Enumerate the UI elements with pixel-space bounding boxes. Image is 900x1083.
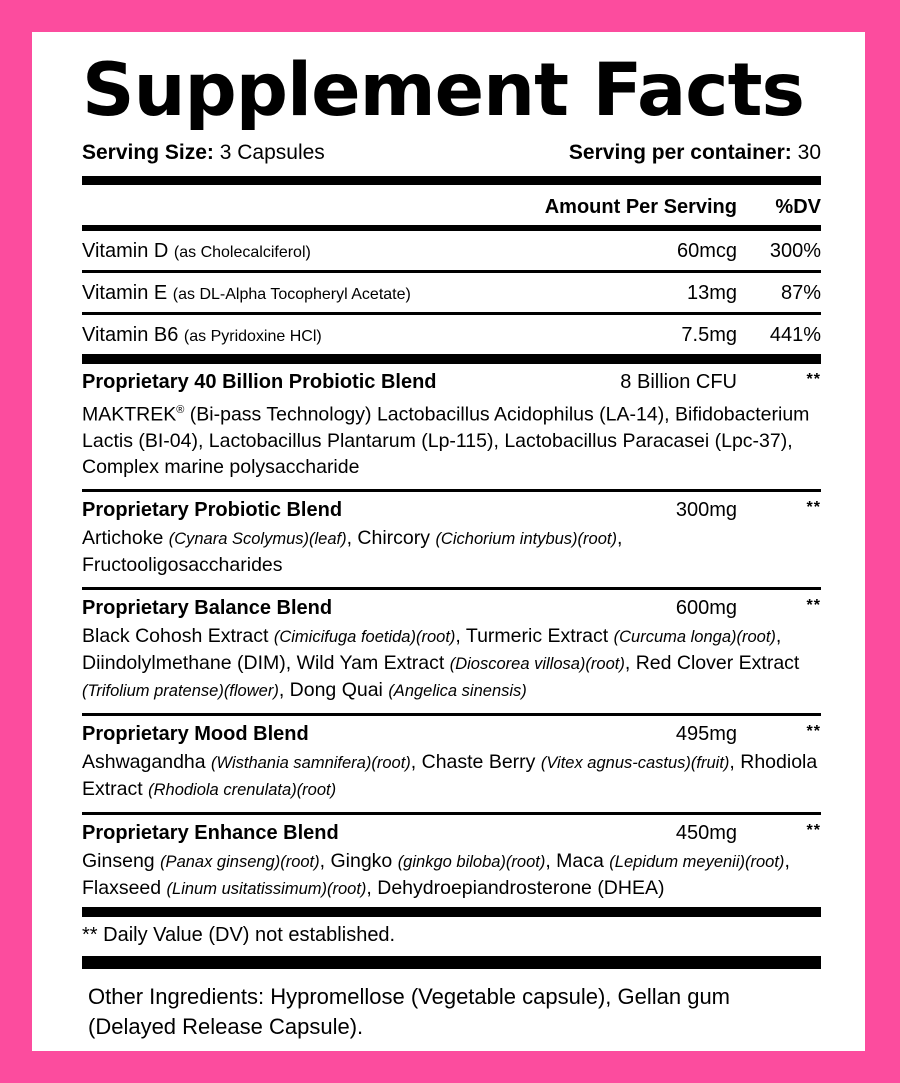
divider-thick-after-blends bbox=[82, 907, 821, 917]
blend-amount: 300mg bbox=[675, 498, 737, 521]
blend-name: Proprietary Probiotic Blend bbox=[82, 498, 343, 521]
ingredient-name: Vitamin E (as DL-Alpha Tocopheryl Acetate) bbox=[82, 282, 411, 304]
serving-size-value: 3 Capsules bbox=[219, 141, 325, 164]
blend-ingredients: Black Cohosh Extract (Cimicifuga foetida)(root), Turmeric Extract (Curcuma longa)(root), Diindolylmethane (DIM), Wild Yam Extract (Dioscorea villosa)(root), Red Clover Extract (Trifolium pratense)(flower), Dong Quai (Angelica sinensis) bbox=[82, 624, 800, 701]
divider-thick-bottom bbox=[82, 956, 821, 969]
amount-per-serving-header: Amount Per Serving bbox=[544, 196, 737, 218]
blend-dv: ** bbox=[806, 722, 821, 740]
blend-section-probiotic bbox=[82, 492, 821, 590]
blend-ingredients: Ginseng (Panax ginseng)(root), Gingko (ginkgo biloba)(root), Maca (Lepidum meyenii)(root), Flaxseed (Linum usitatissimum)(root), Dehydroepiandrosterone (DHEA) bbox=[82, 849, 790, 899]
ingredient-dv: 300% bbox=[769, 240, 821, 262]
blend-amount: 8 Billion CFU bbox=[620, 371, 737, 393]
blend-section-enhance bbox=[82, 815, 821, 907]
other-ingredients: Other Ingredients: Hypromellose (Vegetable capsule), Gellan gum (Delayed Release Capsule). bbox=[88, 983, 731, 1039]
servings-per-container bbox=[569, 141, 821, 165]
ingredient-row-vitamin-e bbox=[82, 273, 821, 315]
servings-per-container-label: Serving per container: bbox=[568, 141, 792, 164]
ingredient-amount: 13mg bbox=[686, 282, 737, 304]
blend-name: Proprietary Mood Blend bbox=[82, 722, 309, 745]
blend-ingredients: MAKTREK® (Bi-pass Technology) Lactobacillus Acidophilus (LA-14), Bifidobacterium Lactis (BI-04), Lactobacillus Plantarum (Lp-115), Lactobacillus Paracasei (Lpc-37), Complex marine polysaccharide bbox=[82, 403, 810, 478]
blend-header bbox=[82, 371, 821, 394]
divider-thick-top bbox=[82, 176, 821, 185]
blend-ingredients: Ashwagandha (Wisthania samnifera)(root), Chaste Berry (Vitex agnus-castus)(fruit), Rhodiola Extract (Rhodiola crenulata)(root) bbox=[82, 750, 818, 800]
blend-name: Proprietary Enhance Blend bbox=[82, 821, 339, 844]
supplement-facts-panel bbox=[32, 32, 865, 1051]
serving-size-label: Serving Size: bbox=[82, 141, 214, 164]
blend-section-balance bbox=[82, 590, 821, 716]
column-header-row bbox=[82, 185, 821, 225]
supplement-facts-title: Supplement Facts bbox=[82, 48, 804, 133]
ingredient-dv: 87% bbox=[780, 282, 821, 304]
blend-section-probiotic-40-billion bbox=[82, 364, 821, 492]
blend-dv: ** bbox=[806, 821, 821, 839]
daily-value-footnote: ** Daily Value (DV) not established. bbox=[82, 923, 396, 946]
blend-name: Proprietary Balance Blend bbox=[82, 596, 333, 619]
blend-name: Proprietary 40 Billion Probiotic Blend bbox=[82, 371, 437, 393]
blend-ingredients: Artichoke (Cynara Scolymus)(leaf), Chircory (Cichorium intybus)(root), Fructooligosaccharides bbox=[82, 526, 623, 576]
ingredient-name: Vitamin B6 (as Pyridoxine HCl) bbox=[82, 324, 322, 346]
ingredient-amount: 7.5mg bbox=[681, 324, 737, 346]
ingredient-dv: 441% bbox=[769, 324, 821, 346]
blend-header bbox=[82, 822, 821, 845]
blend-header bbox=[82, 499, 821, 522]
blend-amount: 495mg bbox=[675, 722, 737, 745]
ingredient-row-vitamin-b6 bbox=[82, 315, 821, 354]
serving-row bbox=[82, 141, 821, 165]
blend-header bbox=[82, 597, 821, 620]
blend-dv: ** bbox=[806, 498, 821, 516]
blend-dv: ** bbox=[806, 371, 821, 388]
blend-header bbox=[82, 723, 821, 746]
blend-amount: 600mg bbox=[675, 596, 737, 619]
ingredient-row-vitamin-d bbox=[82, 231, 821, 273]
ingredient-amount: 60mcg bbox=[676, 240, 737, 262]
serving-size bbox=[82, 141, 325, 165]
dv-header: %DV bbox=[775, 196, 821, 218]
blend-section-mood bbox=[82, 716, 821, 815]
blend-amount: 450mg bbox=[675, 821, 737, 844]
blend-dv: ** bbox=[806, 596, 821, 614]
ingredient-name: Vitamin D (as Cholecalciferol) bbox=[82, 240, 311, 262]
divider-thick-after-vitamins bbox=[82, 354, 821, 364]
servings-per-container-value: 30 bbox=[797, 141, 821, 164]
